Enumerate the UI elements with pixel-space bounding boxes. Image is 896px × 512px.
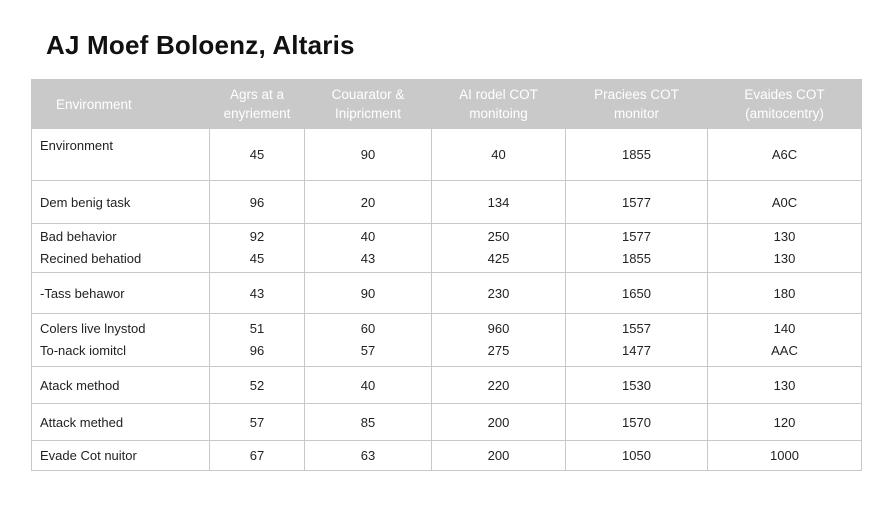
row-label: Evade Cot nuitor (32, 441, 210, 471)
table-cell: 1570 (566, 404, 708, 441)
table-cell: 130 130 (708, 224, 862, 273)
column-header-agents: Agrs at a enyriement (210, 80, 305, 129)
table-cell: 134 (432, 181, 566, 224)
row-label: Atack method (32, 367, 210, 404)
table-cell: 1000 (708, 441, 862, 471)
table-cell: 85 (305, 404, 432, 441)
table-cell: 220 (432, 367, 566, 404)
table-cell: 60 57 (305, 314, 432, 367)
table-cell: 67 (210, 441, 305, 471)
table-cell: 40 43 (305, 224, 432, 273)
table-cell: 92 45 (210, 224, 305, 273)
row-label: Attack methed (32, 404, 210, 441)
table-cell: 90 (305, 273, 432, 314)
table-cell: 43 (210, 273, 305, 314)
table-row (32, 224, 862, 273)
table-row (32, 181, 862, 224)
row-label: Colers live lnystod To-nack iomitcl (32, 314, 210, 367)
table-cell: 40 (305, 367, 432, 404)
table-cell: 200 (432, 404, 566, 441)
table-cell: 130 (708, 367, 862, 404)
table-cell: 1530 (566, 367, 708, 404)
row-label: Bad behavior Recined behatiod (32, 224, 210, 273)
table-row (32, 314, 862, 367)
results-table (31, 79, 862, 471)
table-cell: 90 (305, 129, 432, 181)
table-cell: 1650 (566, 273, 708, 314)
table-cell: 230 (432, 273, 566, 314)
table-cell: 250 425 (432, 224, 566, 273)
table-cell: A0C (708, 181, 862, 224)
table-cell: 63 (305, 441, 432, 471)
column-header-practices-cot: Praciees COT monitor (566, 80, 708, 129)
table-cell: 1855 (566, 129, 708, 181)
table-row (32, 129, 862, 181)
table-cell: 1557 1477 (566, 314, 708, 367)
table-row (32, 441, 862, 471)
table-cell: 200 (432, 441, 566, 471)
column-header-environment: Environment (32, 80, 210, 129)
table-cell: 45 (210, 129, 305, 181)
table-cell: A6C (708, 129, 862, 181)
table-cell: 96 (210, 181, 305, 224)
page-title: AJ Moef Boloenz, Altaris (46, 30, 355, 60)
table-cell: 120 (708, 404, 862, 441)
row-label: Dem benig task (32, 181, 210, 224)
column-header-cooperator: Couarator & Inipricment (305, 80, 432, 129)
table-row (32, 404, 862, 441)
column-header-ai-model-cot: AI rodel COT monitoing (432, 80, 566, 129)
table-cell: 40 (432, 129, 566, 181)
table-cell: 20 (305, 181, 432, 224)
table-cell: 57 (210, 404, 305, 441)
table-cell: 1577 (566, 181, 708, 224)
table-row (32, 367, 862, 404)
table-cell: 140 AAC (708, 314, 862, 367)
row-label: Environment (32, 129, 210, 181)
table-cell: 1577 1855 (566, 224, 708, 273)
header-row (32, 80, 862, 129)
table-row (32, 273, 862, 314)
table-cell: 960 275 (432, 314, 566, 367)
table-cell: 1050 (566, 441, 708, 471)
table-cell: 180 (708, 273, 862, 314)
row-label: -Tass behawor (32, 273, 210, 314)
table-cell: 52 (210, 367, 305, 404)
column-header-evades-cot: Evaides COT (amitocentry) (708, 80, 862, 129)
table-cell: 51 96 (210, 314, 305, 367)
